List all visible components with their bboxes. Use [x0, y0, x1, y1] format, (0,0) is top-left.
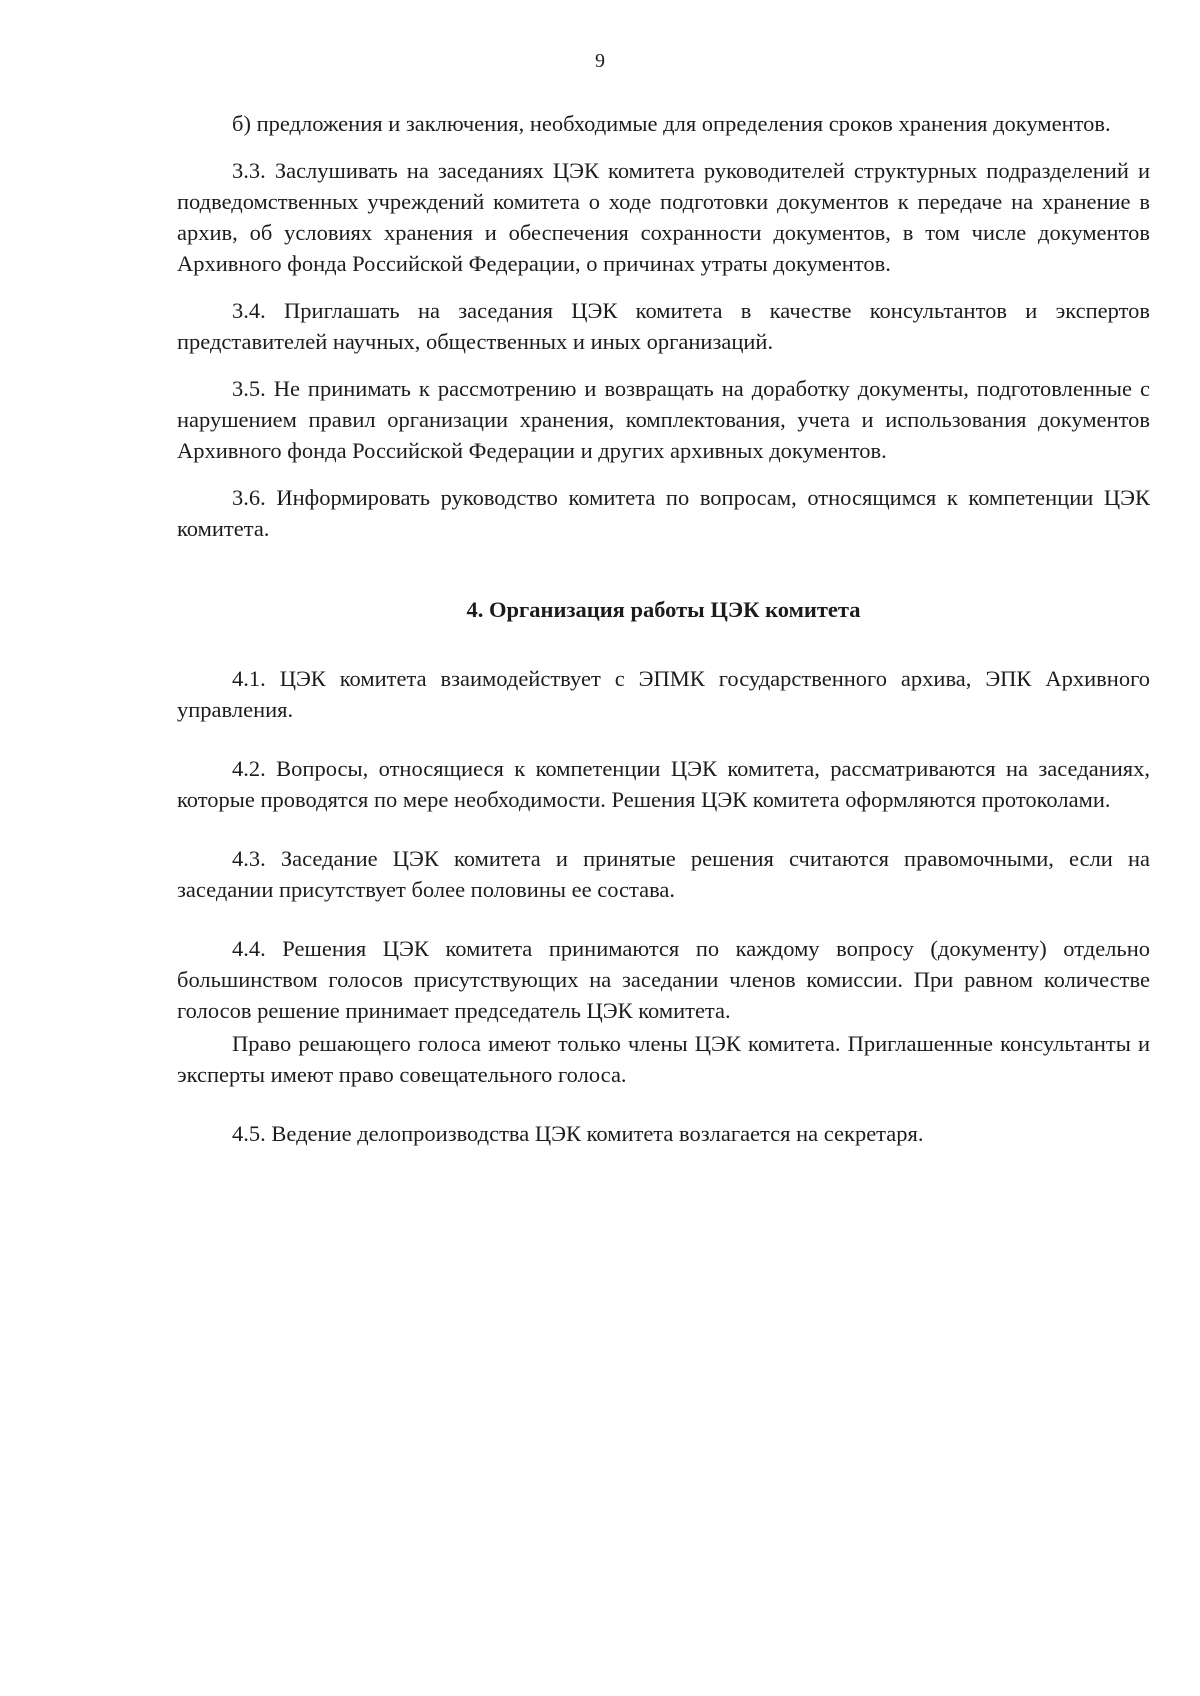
paragraph-4-1: 4.1. ЦЭК комитета взаимодействует с ЭПМК государственного архива, ЭПК Архивного управления.	[177, 666, 1150, 722]
paragraph-3-4: 3.4. Приглашать на заседания ЦЭК комитета в качестве консультантов и экспертов представителей научных, общественных и иных организаций.	[177, 298, 1150, 354]
paragraph-b: б) предложения и заключения, необходимые для определения сроков хранения документов.	[232, 111, 1111, 136]
paragraph-3-6: 3.6. Информировать руководство комитета по вопросам, относящимся к компетенции ЦЭК комитета.	[177, 485, 1150, 541]
paragraph-4-2: 4.2. Вопросы, относящиеся к компетенции ЦЭК комитета, рассматриваются на заседаниях, которые проводятся по мере необходимости. Решения ЦЭК комитета оформляются протоколами.	[177, 756, 1150, 812]
paragraph-3-3: 3.3. Заслушивать на заседаниях ЦЭК комитета руководителей структурных подразделений и подведомственных учреждений комитета о ходе подготовки документов к передаче на хранение в архив, об условиях хранения и обеспечения сохранности документов, в том числе документов Архивного фонда Российской Федерации, о причинах утраты документов.	[177, 158, 1150, 276]
paragraph-3-5: 3.5. Не принимать к рассмотрению и возвращать на доработку документы, подготовленные с нарушением правил организации хранения, комплектования, учета и использования документов Архивного фонда Российской Федерации и других архивных документов.	[177, 376, 1150, 463]
section-4-heading: 4. Организация работы ЦЭК комитета	[466, 597, 861, 622]
paragraph-4-4: 4.4. Решения ЦЭК комитета принимаются по каждому вопросу (документу) отдельно большинством голосов присутствующих на заседании членов комиссии. При равном количестве голосов решение принимает председатель ЦЭК комитета.	[177, 936, 1150, 1023]
paragraph-4-4-continuation: Право решающего голоса имеют только члены ЦЭК комитета. Приглашенные консультанты и эксперты имеют право совещательного голоса.	[177, 1031, 1150, 1087]
paragraph-4-3: 4.3. Заседание ЦЭК комитета и принятые решения считаются правомочными, если на заседании присутствует более половины ее состава.	[177, 846, 1150, 902]
paragraph-4-5: 4.5. Ведение делопроизводства ЦЭК комитета возлагается на секретаря.	[232, 1121, 924, 1146]
page-number: 9	[595, 50, 605, 72]
document-body	[177, 108, 1150, 1149]
